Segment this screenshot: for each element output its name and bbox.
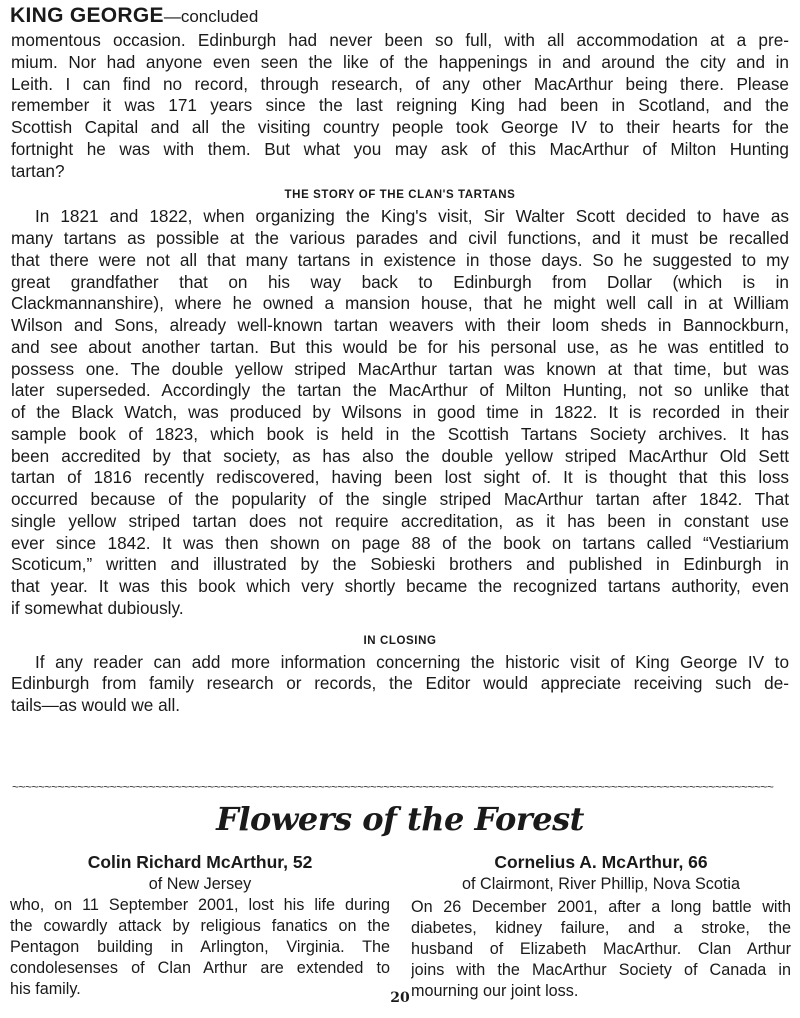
text-line: his family. xyxy=(10,980,81,998)
text-line: of the Black Watch, was produced by Wilsons in good time in 1822. It is recorded in their xyxy=(11,402,789,422)
section-heading-closing: IN CLOSING xyxy=(363,634,437,647)
text-line: the cowardly attack by religious fanatics on the xyxy=(10,917,390,935)
obituary-text xyxy=(10,895,390,1000)
text-line: great grandfather that on his way back to Edinburgh from Dollar (which is in xyxy=(11,271,789,292)
text-line: Clackmannanshire), where he owned a mansion house, that he might well call in at William xyxy=(11,293,789,314)
obituary-place: of Clairmont, River Phillip, Nova Scotia xyxy=(462,875,740,893)
text-line: been accredited by that society, as has also the double yellow striped MacArthur Old Sett xyxy=(11,445,789,466)
text-line: Leith. I can find no record, through research, of any other MacArthur being there. Please xyxy=(11,73,789,94)
text-line: In 1821 and 1822, when organizing the King's visit, Sir Walter Scott decided to have as xyxy=(35,206,789,227)
article-title xyxy=(10,4,258,28)
text-line: diabetes, kidney failure, and a stroke, the xyxy=(411,919,791,937)
text-line: who, on 11 September 2001, lost his life during xyxy=(10,896,390,914)
text-line: later superseded. Accordingly the tartan the MacArthur of Milton Hunting, not so unlike that xyxy=(11,380,789,401)
obituaries-title: Flowers of the Forest xyxy=(216,800,584,838)
tartans-paragraph xyxy=(11,206,789,619)
title-subtitle: —concluded xyxy=(163,7,259,26)
obituary-name: Cornelius A. McArthur, 66 xyxy=(494,852,708,872)
text-line: many tartans as possible at the various parades and civil functions, and it must be recalled xyxy=(11,228,789,248)
text-line: tartan of 1816 recently rediscovered, having been lost sight of. It is thought that this loss xyxy=(11,467,789,488)
divider: ~~~~~~~~~~~~~~~~~~~~~~~~~~~~~~~~~~~~~~~~~~~~~~~~~~~~~~~~~~~~~~~~~~~~~~~~~~~~~~~~~~~~~~~~~~~~~~~~~~~~~~~~~~~~~~~~~~~~~ xyxy=(12,780,774,794)
text-line: ever since 1842. It was then shown on page 88 of the book on tartans called “Vestiarium xyxy=(11,532,789,553)
text-line: On 26 December 2001, after a long battle with xyxy=(411,898,791,916)
text-line: possess one. The double yellow striped MacArthur tartan was known at that time, but was xyxy=(11,358,789,379)
obituary-text xyxy=(411,897,791,1002)
text-line: if somewhat dubiously. xyxy=(11,597,184,618)
text-line: Scottish Capital and all the visiting country people took George IV to their hearts for the xyxy=(11,117,789,137)
text-line: sample book of 1823, which book is held in the Scottish Tartans Society archives. It has xyxy=(11,423,789,444)
text-line: occurred because of the popularity of the single striped MacArthur tartan after 1842. That xyxy=(11,489,789,509)
obituary-right xyxy=(411,850,791,1002)
text-line: momentous occasion. Edinburgh had never been so full, with all accommodation at a pre- xyxy=(11,30,789,50)
text-line: Edinburgh from family research or records, the Editor would appreciate receiving such de- xyxy=(11,673,789,694)
text-line: fortnight he was with them. But what you may ask of this MacArthur of Milton Hunting xyxy=(11,138,789,159)
text-line: tails—as would we all. xyxy=(11,695,181,715)
page-number: 20 xyxy=(390,990,410,1006)
text-line: joins with the MacArthur Society of Canada in xyxy=(411,961,791,979)
text-line: mourning our joint loss. xyxy=(411,982,579,1000)
text-line: remember it was 171 years since the last reigning King had been in Scotland, and the xyxy=(11,95,789,116)
obituary-left xyxy=(10,850,390,1000)
intro-paragraph xyxy=(11,30,789,182)
text-line: and see about another tartan. But this would be for his personal use, as he was entitled to xyxy=(11,336,789,357)
text-line: that there were not all that many tartans in existence in those days. So he suggested to my xyxy=(11,249,789,270)
text-line: that year. It was this book which very shortly became the recognized tartans authority, even xyxy=(11,576,789,596)
text-line: Scoticum,” written and illustrated by the Sobieski brothers and published in Edinburgh in xyxy=(11,554,789,575)
obituary-place: of New Jersey xyxy=(148,875,252,893)
text-line: husband of Elizabeth MacArthur. Clan Arthur xyxy=(411,940,791,958)
article-body xyxy=(11,30,789,717)
obituary-name: Colin Richard McArthur, 52 xyxy=(87,852,313,872)
text-line: If any reader can add more information concerning the historic visit of King George IV to xyxy=(35,651,789,672)
text-line: mium. Nor had anyone even seen the like of the happenings in and around the city and in xyxy=(11,51,789,72)
text-line: Wilson and Sons, already well-known tartan weavers with their loom sheds in Bannockburn, xyxy=(11,315,789,335)
text-line: tartan? xyxy=(11,160,65,181)
text-line: condolesenses of Clan Arthur are extended to xyxy=(10,959,390,977)
section-heading-tartans: THE STORY OF THE CLAN'S TARTANS xyxy=(284,189,516,202)
text-line: single yellow striped tartan does not require accreditation, as it has been in constant use xyxy=(11,510,789,531)
closing-paragraph xyxy=(11,652,789,717)
title-main: KING GEORGE xyxy=(10,4,164,27)
text-line: Pentagon building in Arlington, Virginia. The xyxy=(10,938,390,956)
